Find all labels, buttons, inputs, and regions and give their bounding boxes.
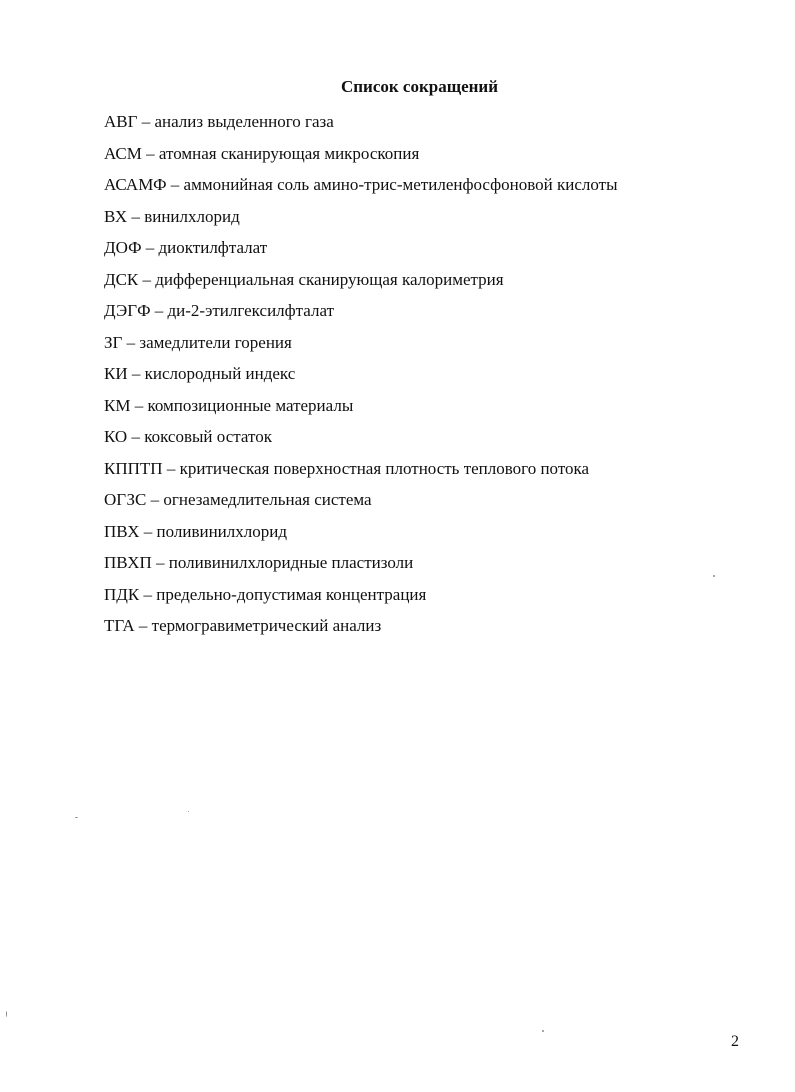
abbreviation: ПДК — [104, 584, 140, 604]
list-item — [104, 547, 764, 579]
scan-speck — [6, 1011, 7, 1017]
definition: аммонийная соль амино-трис-метиленфосфоновой кислоты — [183, 175, 618, 194]
separator: – — [127, 206, 145, 226]
abbreviation: ДОФ — [104, 238, 142, 257]
list-item — [104, 453, 764, 485]
definition: дифференциальная сканирующая калориметрия — [155, 269, 504, 289]
definition: замедлители горения — [139, 332, 292, 352]
list-item — [104, 327, 764, 359]
separator: – — [162, 458, 180, 478]
list-item — [104, 421, 764, 453]
definition: термогравиметрический анализ — [151, 616, 382, 635]
list-item — [104, 358, 764, 390]
separator: – — [122, 332, 140, 352]
list-item — [104, 516, 764, 548]
abbreviation: ВХ — [104, 206, 128, 226]
list-item — [104, 264, 764, 296]
abbreviation: ДСК — [104, 269, 139, 289]
definition: поливинилхлорид — [156, 521, 287, 541]
separator: – — [141, 238, 159, 257]
abbreviation: ЗГ — [104, 332, 123, 352]
list-item — [104, 106, 764, 138]
page-title: Список сокращений — [340, 77, 499, 96]
abbreviation: АСАМФ — [104, 175, 167, 194]
list-item — [104, 579, 764, 611]
scan-speck — [188, 811, 189, 812]
separator: – — [141, 143, 159, 163]
list-item — [104, 138, 764, 170]
separator: – — [150, 301, 168, 320]
separator: – — [146, 490, 164, 509]
list-item — [104, 390, 764, 422]
separator: – — [151, 553, 169, 572]
abbreviation: ДЭГФ — [104, 301, 151, 320]
definition: диоктилфталат — [158, 238, 268, 257]
abbreviation: АВГ — [104, 112, 138, 131]
separator: – — [137, 112, 155, 131]
abbreviation: ТГА — [104, 616, 135, 635]
separator: – — [127, 427, 145, 446]
definition: ди-2-этилгексилфталат — [167, 301, 335, 320]
separator: – — [139, 584, 157, 604]
definition: критическая поверхностная плотность теплового потока — [179, 458, 590, 478]
definition: композиционные материалы — [147, 395, 354, 415]
list-item — [104, 201, 764, 233]
definition: винилхлорид — [144, 206, 240, 226]
separator: – — [134, 616, 152, 635]
definition: огнезамедлительная система — [163, 490, 372, 509]
abbreviation: ОГЗС — [104, 490, 147, 509]
abbreviation-list — [104, 106, 764, 642]
page-number: 2 — [731, 1033, 739, 1050]
scan-speck — [75, 817, 78, 818]
abbreviation: КИ — [104, 364, 128, 383]
scan-speck — [713, 575, 715, 577]
definition: коксовый остаток — [144, 427, 272, 446]
definition: кислородный индекс — [144, 364, 296, 383]
abbreviation: КО — [104, 427, 128, 446]
separator: – — [127, 364, 145, 383]
definition: анализ выделенного газа — [154, 112, 334, 131]
separator: – — [139, 521, 157, 541]
list-item — [104, 295, 764, 327]
scan-speck — [542, 1030, 544, 1032]
definition: атомная сканирующая микроскопия — [158, 143, 420, 163]
abbreviation: КМ — [104, 395, 131, 415]
abbreviation: КППТП — [104, 458, 163, 478]
list-item — [104, 610, 764, 642]
list-item — [104, 484, 764, 516]
abbreviation: АСМ — [104, 143, 142, 163]
list-item — [104, 169, 764, 201]
separator: – — [130, 395, 148, 415]
separator: – — [166, 175, 184, 194]
list-item — [104, 232, 764, 264]
definition: предельно-допустимая концентрация — [156, 584, 427, 604]
separator: – — [138, 269, 156, 289]
abbreviation: ПВХП — [104, 553, 152, 572]
definition: поливинилхлоридные пластизоли — [168, 553, 414, 572]
abbreviation: ПВХ — [104, 521, 140, 541]
